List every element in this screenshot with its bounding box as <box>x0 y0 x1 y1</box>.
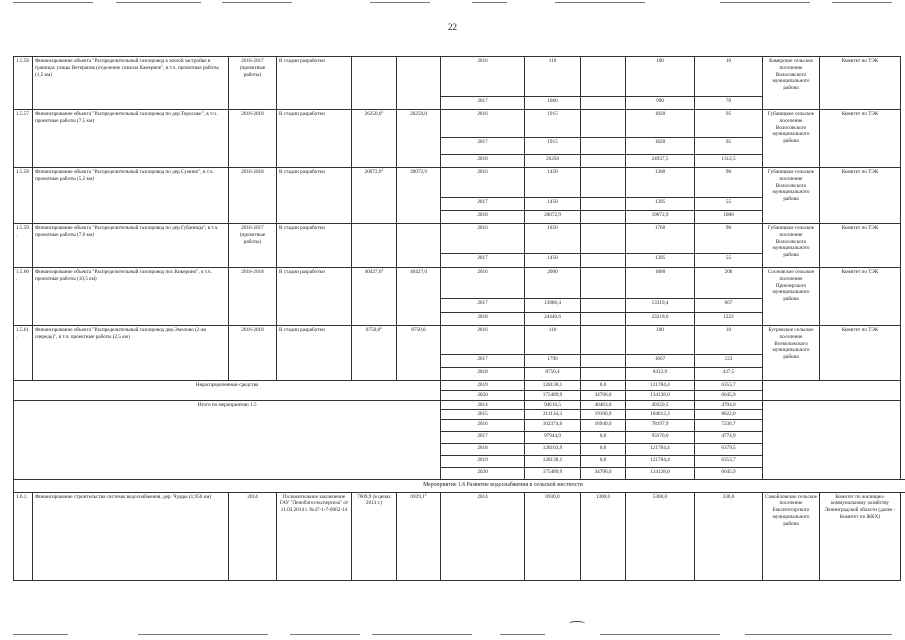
local-funding-cell: 90 <box>695 224 763 254</box>
regional-funding-cell: 121784,4 <box>626 381 695 391</box>
item-number-cell: 1.6.1. <box>14 492 33 580</box>
local-funding-cell: 437,5 <box>695 368 763 381</box>
committee-cell: Комитет по ТЭК <box>820 110 901 168</box>
federal-funding-cell <box>581 224 626 254</box>
total-funding-cell: 6930,0 <box>525 492 581 580</box>
year-cell: 2017 <box>441 299 525 313</box>
year-cell: 2016 <box>441 268 525 299</box>
period-cell: 2016-2017 (проектные работы) <box>229 57 277 110</box>
federal-funding-cell <box>581 326 626 355</box>
footnote-marker: 2 <box>424 492 427 496</box>
year-cell: 2016 <box>441 224 525 254</box>
local-funding-cell: 55 <box>695 254 763 268</box>
footer-rule <box>500 634 545 635</box>
table-row <box>14 326 905 355</box>
federal-funding-cell <box>581 155 626 168</box>
federal-funding-cell: 0,0 <box>581 456 626 468</box>
cost-cell: 26250,0$^2$ <box>352 110 397 168</box>
program-table <box>13 56 905 581</box>
local-funding-cell: 1312,5 <box>695 155 763 168</box>
remaining-cost-cell <box>397 57 441 110</box>
federal-funding-cell: 34706,0 <box>581 468 626 480</box>
federal-funding-cell: 16940,0 <box>581 420 626 432</box>
regional-funding-cell: 184012,3 <box>626 410 695 420</box>
regional-funding-cell: 8312,9 <box>626 368 695 381</box>
total-funding-cell: 102374,6 <box>525 420 581 432</box>
regional-funding-cell: 1820 <box>626 138 695 155</box>
regional-funding-cell: 1800 <box>626 268 695 299</box>
status-cell: В стадии разработки <box>277 326 352 381</box>
regional-funding-cell: 1760 <box>626 224 695 254</box>
remaining-cost-cell: 8750,0 <box>397 326 441 381</box>
status-cell: В стадии разработки <box>277 268 352 326</box>
year-cell: 2018 <box>441 313 525 326</box>
committee-cell: Комитет по ТЭК <box>820 326 901 381</box>
regional-funding-cell: 121784,4 <box>626 444 695 456</box>
footer-rule <box>290 634 360 635</box>
regional-funding-cell: 134138,0 <box>626 468 695 480</box>
cost-cell: 40427,0$^2$ <box>352 268 397 326</box>
federal-funding-cell <box>581 198 626 211</box>
item-number-cell: 1.5.61. <box>14 326 33 381</box>
local-funding-cell: 90 <box>695 168 763 198</box>
summary-blank-cell <box>763 381 901 401</box>
regional-funding-cell: 1820 <box>626 110 695 138</box>
period-cell: 2016-2018 <box>229 110 277 168</box>
item-number-cell: 1.5.58 <box>14 168 33 224</box>
local-funding-cell: 7236,7 <box>695 420 763 432</box>
year-cell: 2020 <box>441 468 525 480</box>
summary-blank-cell <box>763 400 901 480</box>
federal-funding-cell <box>581 368 626 381</box>
total-funding-cell: 128163,9 <box>525 444 581 456</box>
total-funding-cell: 128138,1 <box>525 381 581 391</box>
federal-funding-cell: 0,0 <box>581 444 626 456</box>
year-cell: 2018 <box>441 444 525 456</box>
year-cell: 2016 <box>441 326 525 355</box>
cost-cell <box>352 224 397 268</box>
local-funding-cell: 667 <box>695 299 763 313</box>
regional-funding-cell: 23218,6 <box>626 313 695 326</box>
table-row <box>14 57 905 97</box>
item-number-cell: 1.5.57 <box>14 110 33 168</box>
table-row <box>14 168 905 198</box>
summary-row <box>14 381 905 391</box>
executor-cell: Бугровское сельское поселение Всеволожского муниципального района <box>763 326 820 381</box>
federal-funding-cell <box>581 313 626 326</box>
squiggle-mark <box>569 621 585 626</box>
remaining-cost-cell: 26250,0 <box>397 110 441 168</box>
year-cell: 2016 <box>441 420 525 432</box>
regional-funding-cell: 134138,0 <box>626 390 695 400</box>
footer-rule <box>600 634 720 635</box>
committee-cell: Комитет по ТЭК <box>820 268 901 326</box>
remaining-cost-cell <box>397 224 441 268</box>
local-funding-cell: 6645,9 <box>695 390 763 400</box>
table-row <box>14 110 905 138</box>
regional-funding-cell: 121784,4 <box>626 456 695 468</box>
item-name-cell: Финансирование объекта "Распределительный газопровод по дер.Торосово", в т.ч. проектные работы (7,5 км) <box>33 110 229 168</box>
year-cell: 2014 <box>441 492 525 580</box>
footnote-marker: 2 <box>380 325 383 330</box>
period-cell: 2014 <box>229 492 277 580</box>
regional-funding-cell: 78197,9 <box>626 420 695 432</box>
total-funding-cell: 1450 <box>525 198 581 211</box>
table-row <box>14 492 905 580</box>
regional-funding-cell: 24937,5 <box>626 155 695 168</box>
year-cell: 2018 <box>441 155 525 168</box>
total-funding-cell: 1790 <box>525 355 581 368</box>
year-cell: 2018 <box>441 368 525 381</box>
footer-rule <box>745 634 892 635</box>
federal-funding-cell <box>581 97 626 110</box>
header-rule <box>13 2 93 3</box>
regional-funding-cell: 1395 <box>626 254 695 268</box>
header-rule <box>222 2 292 3</box>
regional-funding-cell: 1360 <box>626 168 695 198</box>
header-rule <box>832 2 892 3</box>
federal-funding-cell: 0,0 <box>581 381 626 391</box>
federal-funding-cell <box>581 254 626 268</box>
local-funding-cell: 6645,9 <box>695 468 763 480</box>
item-name-cell: Финансирование объекта "Распределительный газопровод по дер.Сумино", в т.ч. проектные работы (5,2 км) <box>33 168 229 224</box>
federal-funding-cell <box>581 57 626 97</box>
regional-funding-cell: 1395 <box>626 198 695 211</box>
remaining-cost-cell: 6929,1$^2$ <box>397 492 441 580</box>
executor-cell: Губаницкое сельское поселение Волосовского муниципального района <box>763 110 820 168</box>
local-funding-cell: 55 <box>695 198 763 211</box>
federal-funding-cell: 40463,0 <box>581 400 626 410</box>
status-cell: В стадии разработки <box>277 168 352 224</box>
footnote-marker: 2 <box>381 109 384 114</box>
header-rule <box>555 2 645 3</box>
cost-cell: 8750,0$^2$ <box>352 326 397 381</box>
remaining-cost-cell: 20072,9 <box>397 168 441 224</box>
regional-funding-cell: 100 <box>626 326 695 355</box>
table-row <box>14 224 905 254</box>
local-funding-cell: 95 <box>695 138 763 155</box>
total-funding-cell: 175489,9 <box>525 390 581 400</box>
item-name-cell: Финансирование объекта "Распределительный газопровод по дер.Губаницы", в т.ч. проектные работы (7,0 км) <box>33 224 229 268</box>
local-funding-cell: 4794,0 <box>695 400 763 410</box>
federal-funding-cell: 34706,0 <box>581 390 626 400</box>
local-funding-cell: 1000 <box>695 211 763 224</box>
local-funding-cell: 70 <box>695 97 763 110</box>
period-cell: 2016-2018 <box>229 268 277 326</box>
header-rule <box>370 2 430 3</box>
regional-funding-cell: 93170,0 <box>626 432 695 444</box>
cost-cell <box>352 57 397 110</box>
item-number-cell: 1.5.56 <box>14 57 33 110</box>
total-funding-cell: 128138,1 <box>525 456 581 468</box>
total-funding-cell: 1850 <box>525 224 581 254</box>
executor-cell: Сосновское сельское поселение Приозерского муниципального района <box>763 268 820 326</box>
local-funding-cell: 6379,5 <box>695 444 763 456</box>
footer-rule <box>138 634 268 635</box>
item-name-cell: Финансирование объекта "Распределительный газопровод дер.Эмолово (2-ая очередь)", в т.ч. проектные работы (2,5 км) <box>33 326 229 381</box>
local-funding-cell: 6353,7 <box>695 456 763 468</box>
federal-funding-cell <box>581 355 626 368</box>
item-number-cell: 1.5.59. <box>14 224 33 268</box>
federal-funding-cell <box>581 268 626 299</box>
total-funding-cell: 1450 <box>525 254 581 268</box>
regional-funding-cell: 13319,4 <box>626 299 695 313</box>
regional-funding-cell: 19072,9 <box>626 211 695 224</box>
item-name-cell: Финансирование строительства системы водоснабжения, дер. Чудцы (1,956 км) <box>33 492 229 580</box>
footnote-marker: 2 <box>381 267 384 272</box>
page-number: 22 <box>448 22 457 32</box>
total-funding-cell: 1450 <box>525 168 581 198</box>
footer-rule <box>372 634 472 635</box>
total-funding-cell: 110 <box>525 326 581 355</box>
year-cell: 2019 <box>441 381 525 391</box>
committee-cell: Комитет по ТЭК <box>820 57 901 110</box>
committee-cell: Комитет по ТЭК <box>820 168 901 224</box>
total-funding-cell: 13986,4 <box>525 299 581 313</box>
total-funding-cell: 94616,5 <box>525 400 581 410</box>
total-funding-cell: 211134,3 <box>525 410 581 420</box>
item-name-cell: Финансирование объекта "Распределительный газопровод пос.Кикерино", в т.ч. проектные работы (10,5 км) <box>33 268 229 326</box>
year-cell: 2015 <box>441 410 525 420</box>
local-funding-cell: 10 <box>695 326 763 355</box>
regional-funding-cell: 100 <box>626 57 695 97</box>
total-funding-cell: 1060 <box>525 97 581 110</box>
total-funding-cell: 20072,9 <box>525 211 581 224</box>
local-funding-cell: 8022,0 <box>695 410 763 420</box>
year-cell: 2016 <box>441 57 525 97</box>
regional-funding-cell: 990 <box>626 97 695 110</box>
total-funding-cell: 8750,4 <box>525 368 581 381</box>
local-funding-cell: 1222 <box>695 313 763 326</box>
year-cell: 2019 <box>441 456 525 468</box>
year-cell: 2018 <box>441 211 525 224</box>
local-funding-cell: 200 <box>695 268 763 299</box>
header-rule <box>720 2 810 3</box>
committee-cell: Комитет по ТЭК <box>820 224 901 268</box>
year-cell: 2020 <box>441 390 525 400</box>
period-cell: 2016-2018 <box>229 168 277 224</box>
year-cell: 2014 <box>441 400 525 410</box>
total-funding-cell: 110 <box>525 57 581 97</box>
status-cell: В стадии разработки <box>277 224 352 268</box>
section-title-cell: Мероприятие 1.6 Развитие водоснабжения в сельской местности <box>14 480 905 493</box>
executor-cell: Самойловское сельское поселение Бокситогорского муниципального района <box>763 492 820 580</box>
footer-rule <box>13 634 68 635</box>
local-funding-cell: 10 <box>695 57 763 97</box>
federal-funding-cell: 1300,0 <box>581 492 626 580</box>
total-funding-cell: 2000 <box>525 268 581 299</box>
table-row <box>14 268 905 299</box>
summary-label-cell: Нераспределенные средства <box>14 381 441 401</box>
item-name-cell: Финансирование объекта "Распределительный газопровод к жилой застройке в границах улицы Ветеранов (отделение совхоза Камерное", в т.ч. проектные работы (1,5 км) <box>33 57 229 110</box>
committee-cell: Комитет по жилищно-коммунальному хозяйству Ленинградской области (далее - Комитет по ЖКХ) <box>820 492 901 580</box>
total-funding-cell: 1915 <box>525 110 581 138</box>
summary-row <box>14 400 905 410</box>
period-cell: 2016-2018 <box>229 326 277 381</box>
status-cell: В стадии разработки <box>277 57 352 110</box>
total-funding-cell: 24440,6 <box>525 313 581 326</box>
federal-funding-cell <box>581 168 626 198</box>
section-header-row <box>14 480 905 493</box>
year-cell: 2017 <box>441 138 525 155</box>
header-rule <box>472 2 507 3</box>
footnote-marker: 2 <box>381 167 384 172</box>
local-funding-cell: 95 <box>695 110 763 138</box>
item-number-cell: 1.5.60. <box>14 268 33 326</box>
local-funding-cell: 6353,7 <box>695 381 763 391</box>
status-cell: В стадии разработки <box>277 110 352 168</box>
year-cell: 2017 <box>441 254 525 268</box>
remaining-cost-cell: 40427,0 <box>397 268 441 326</box>
federal-funding-cell: 19100,0 <box>581 410 626 420</box>
federal-funding-cell <box>581 138 626 155</box>
cost-cell: 20072,9$^2$ <box>352 168 397 224</box>
year-cell: 2017 <box>441 97 525 110</box>
federal-funding-cell <box>581 211 626 224</box>
period-cell: 2016-2017 (проектные работы) <box>229 224 277 268</box>
regional-funding-cell: 49359,5 <box>626 400 695 410</box>
summary-label-cell: Итого по мероприятию 1.5 <box>14 400 441 480</box>
executor-cell: Губаницкое сельское поселение Волосовского муниципального района <box>763 224 820 268</box>
total-funding-cell: 1915 <box>525 138 581 155</box>
year-cell: 2017 <box>441 198 525 211</box>
table-body <box>14 57 905 581</box>
local-funding-cell: 123 <box>695 355 763 368</box>
header-rule <box>116 2 201 3</box>
year-cell: 2016 <box>441 168 525 198</box>
executor-cell: Губаницкое сельское поселение Волосовского муниципального района <box>763 168 820 224</box>
regional-funding-cell: 1667 <box>626 355 695 368</box>
year-cell: 2017 <box>441 355 525 368</box>
status-cell: Положительное заключение ГАУ "Леноблгосэкспертиза" от 11.03.2014 г. №47-1-7-0062-14 <box>277 492 352 580</box>
total-funding-cell: 97944,9 <box>525 432 581 444</box>
total-funding-cell: 26250 <box>525 155 581 168</box>
local-funding-cell: 4774,9 <box>695 432 763 444</box>
local-funding-cell: 330,0 <box>695 492 763 580</box>
executor-cell: Камерское сельское поселение Волосовского муниципального района <box>763 57 820 110</box>
regional-funding-cell: 5300,0 <box>626 492 695 580</box>
federal-funding-cell <box>581 110 626 138</box>
total-funding-cell: 175489,9 <box>525 468 581 480</box>
federal-funding-cell: 0,0 <box>581 432 626 444</box>
year-cell: 2016 <box>441 110 525 138</box>
cost-cell: 7609,9 (в ценах 2013 г.) <box>352 492 397 580</box>
federal-funding-cell <box>581 299 626 313</box>
year-cell: 2017 <box>441 432 525 444</box>
